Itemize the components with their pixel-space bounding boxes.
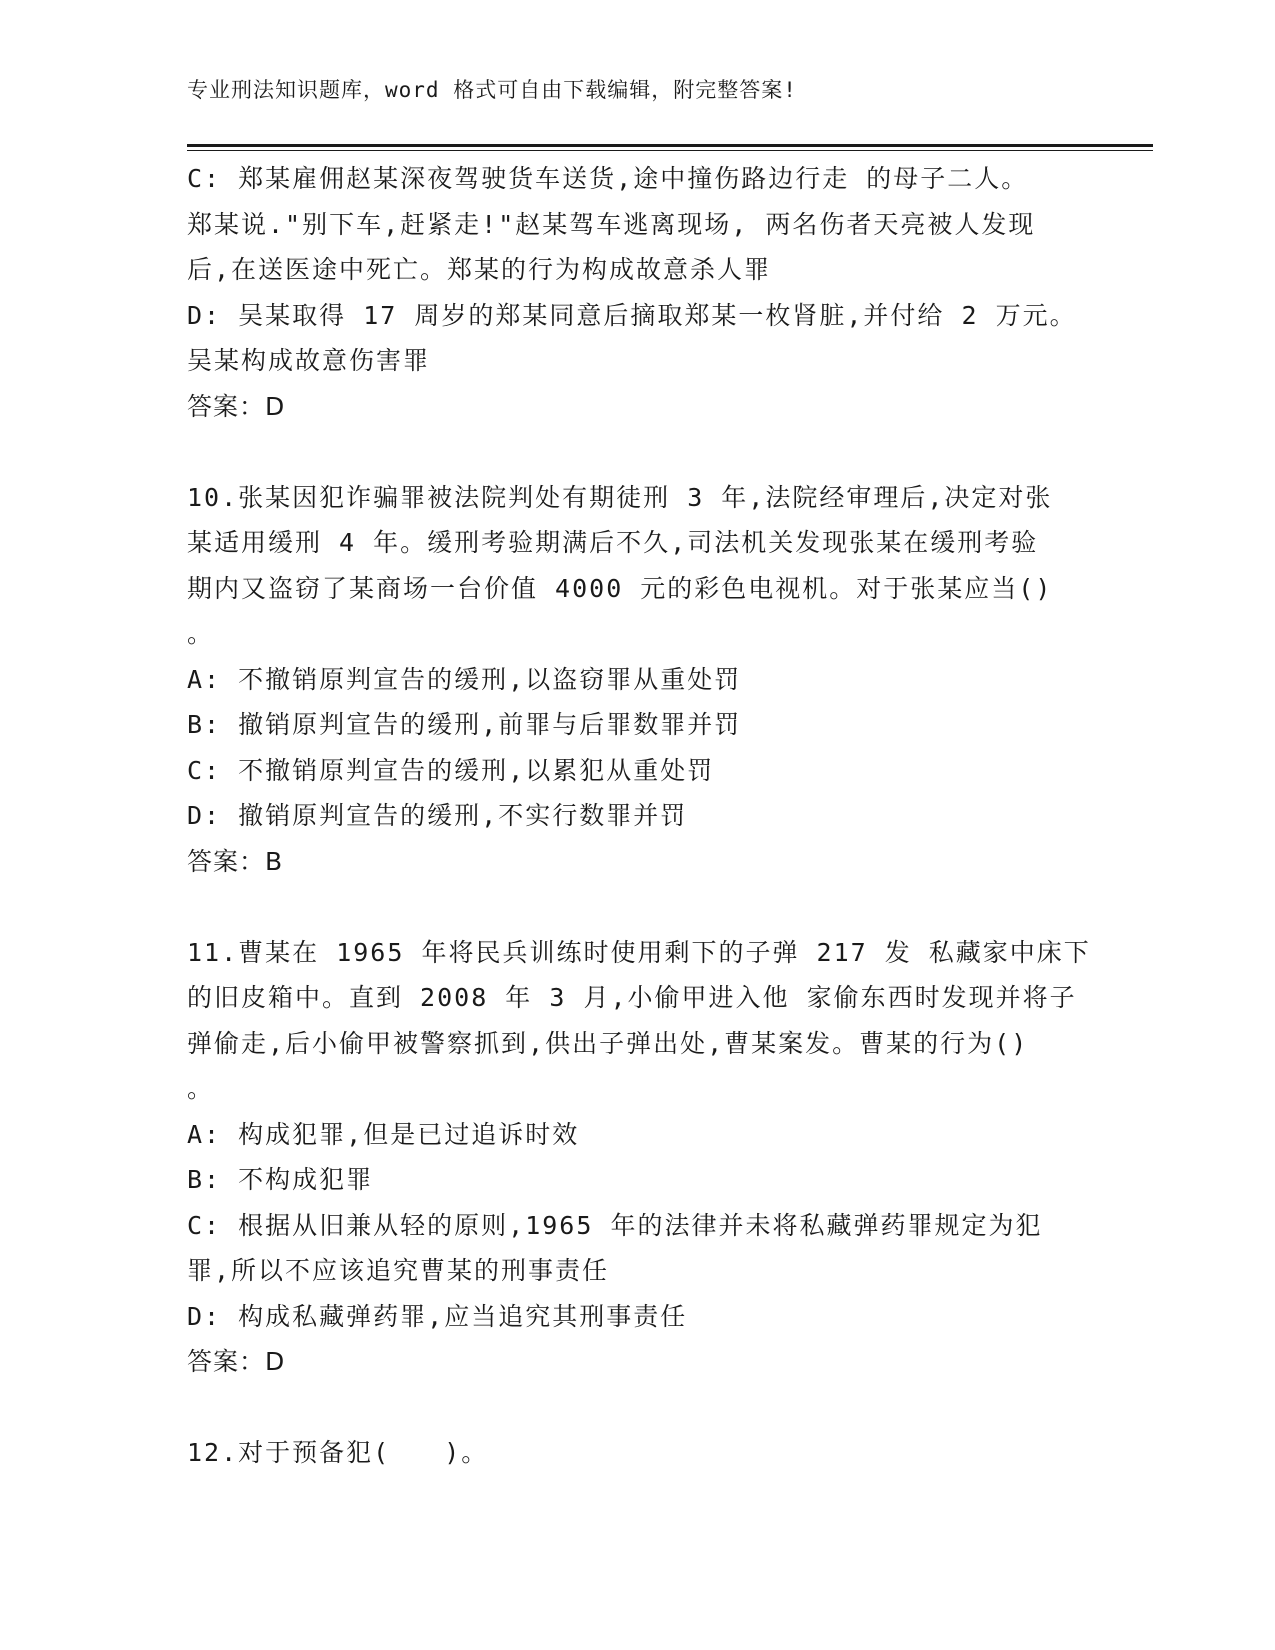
option-line: D: 构成私藏弹药罪,应当追究其刑事责任 [187, 1301, 688, 1331]
option-line: 罪,所以不应该追究曹某的刑事责任 [187, 1256, 610, 1285]
question-stem-line: 。 [187, 1074, 215, 1103]
question-stem-line: 某适用缓刑 4 年。缓刑考验期满后不久,司法机关发现张某在缓刑考验 [187, 528, 1039, 557]
option-line: C: 不撤销原判宣告的缓刑,以累犯从重处罚 [187, 755, 715, 785]
document-body [187, 156, 1117, 1476]
question-stem-line: 的旧皮箱中。直到 2008 年 3 月,小偷甲进入他 家偷东西时发现并将子 [187, 983, 1077, 1012]
answer-line: 答案：D [187, 1347, 286, 1376]
option-line: D: 撤销原判宣告的缓刑,不实行数罪并罚 [187, 801, 688, 830]
question-stem-line: 期内又盗窃了某商场一台价值 4000 元的彩色电视机。对于张某应当() [187, 573, 1053, 603]
option-line: B: 撤销原判宣告的缓刑,前罪与后罪数罪并罚 [187, 710, 742, 739]
option-line: A: 不撤销原判宣告的缓刑,以盗窃罪从重处罚 [187, 664, 742, 694]
option-line: B: 不构成犯罪 [187, 1165, 374, 1194]
page-header: 专业刑法知识题库，word 格式可自由下载编辑，附完整答案! [187, 78, 797, 102]
question-12 [187, 1430, 1117, 1476]
option-line: 后,在送医途中死亡。郑某的行为构成故意杀人罪 [187, 255, 772, 284]
option-line: C: 根据从旧兼从轻的原则,1965 年的法律并未将私藏弹药罪规定为犯 [187, 1210, 1043, 1240]
header-rule-thin [187, 150, 1153, 151]
question-11 [187, 930, 1117, 1385]
question-stem-line: 10.张某因犯诈骗罪被法院判处有期徒刑 3 年,法院经审理后,决定对张 [187, 482, 1053, 512]
option-line: C: 郑某雇佣赵某深夜驾驶货车送货,途中撞伤路边行走 的母子二人。 [187, 164, 1029, 193]
question-stem-line: 11.曹某在 1965 年将民兵训练时使用剩下的子弹 217 发 私藏家中床下 [187, 937, 1091, 967]
answer-line: 答案：D [187, 391, 286, 421]
question-stem-line: 。 [187, 619, 215, 648]
header-rule-thick [187, 144, 1153, 147]
question-9-continuation [187, 156, 1117, 429]
option-line: D: 吴某取得 17 周岁的郑某同意后摘取郑某一枚肾脏,并付给 2 万元。 [187, 300, 1077, 330]
option-line: 吴某构成故意伤害罪 [187, 346, 431, 375]
option-line: A: 构成犯罪,但是已过追诉时效 [187, 1119, 580, 1149]
question-10 [187, 475, 1117, 885]
answer-line: 答案：B [187, 846, 284, 876]
question-stem-line: 12.对于预备犯( )。 [187, 1438, 489, 1467]
question-stem-line: 弹偷走,后小偷甲被警察抓到,供出子弹出处,曹某案发。曹某的行为() [187, 1028, 1029, 1058]
option-line: 郑某说."别下车,赶紧走!"赵某驾车逃离现场, 两名伤者天亮被人发现 [187, 209, 1036, 239]
